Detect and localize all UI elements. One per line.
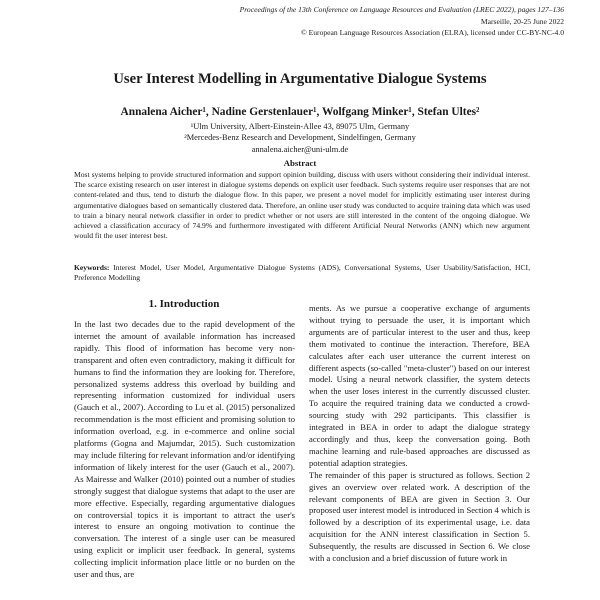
keywords-text: Interest Model, User Model, Argumentative Dialogue Systems (ADS), Conversational Systems, User Usability/Satisfaction, HCI, Preference Modelling [74,263,530,283]
abstract-heading: Abstract [283,158,317,168]
affiliation-2: ²Mercedes-Benz Research and Development, Sindelfingen, Germany [184,133,416,143]
license-line: © European Language Resources Association (ELRA), licensed under CC-BY-NC-4.0 [300,28,564,38]
keywords-label: Keywords: [74,263,110,272]
author-list: Annalena Aicher¹, Nadine Gerstenlauer¹, Wolfgang Minker¹, Stefan Ultes² [120,106,480,118]
intro-paragraph-1: In the last two decades due to the rapid development of the internet the amount of available information has increased rapidly. This flood of information has become very non-transparent and often even contradictory, making it difficult for humans to find the information they are looking for. Therefore, personalized systems address this overload by building and representing information customized for individual users (Gauch et al., 2007). According to Lu et al. (2015) personalized recommendation is the most efficient and promising solution to information overload, e.g. in e-commerce and online social platforms (Gogna and Majumdar, 2015). Such customization may include filtering for relevant information and/or identifying information of likely interest for the user (Gauch et al., 2007). As Mairesse and Walker (2010) pointed out a number of studies strongly suggest that dialogue systems that adapt to the user are more effective. Especially, regarding argumentative dialogues on controversial topics it is important to attract the user's interest to ensure an ongoing motivation to continue the conversation. The interest of a single user can be measured using explicit or implicit user feedback. In general, systems collecting implicit information place little or no burden on the user and thus, are [74,319,295,580]
section-heading-introduction: 1. Introduction [148,298,220,310]
affiliation-1: ¹Ulm University, Albert-Einstein-Allee 43, 89075 Ulm, Germany [190,122,410,131]
page-cutoff [0,586,600,600]
left-column [74,319,295,581]
venue-line: Marseille, 20-25 June 2022 [480,16,564,26]
proceedings-header [204,4,564,39]
intro-paragraph-3: The remainder of this paper is structured as follows. Section 2 gives an overview over related work. A description of the relevant components of BEA are given in Section 3. Our proposed user interest model is introduced in Section 4 which is followed by a description of its experimental usage, i.e. data acquisition for the ANN interest classification in Section 5. Subsequently, the results are discussed in Section 6. We close with a conclusion and a brief discussion of future work in [309,469,530,564]
proceedings-line: Proceedings of the 13th Conference on Language Resources and Evaluation (LREC 2022), pages 127–136 [239,5,564,14]
abstract-body: Most systems helping to provide structured information and support opinion building, discuss with users without considering their individual interest. The scarce existing research on user interest in dialogue systems depends on explicit user feedback. Such systems require user responses that are not content-related and thus, tend to disturb the dialogue flow. In this paper, we present a novel model for implicitly estimating user interest during argumentative dialogues based on semantically clustered data. Therefore, an online user study was conducted to acquire training data which was used to train a binary neural network classifier in order to predict whether or not users are still interested in the content of the ongoing dialogue. We achieved a classification accuracy of 74.9% and furthermore investigated with different Artificial Neural Networks (ANN) which new argument would fit the user interest best. [74,170,530,241]
affiliations [0,121,600,155]
right-column [309,303,530,565]
contact-email: annalena.aicher@uni-ulm.de [251,144,349,154]
intro-paragraph-2: ments. As we pursue a cooperative exchange of arguments without trying to persuade the user, it is important which arguments are of particular interest to the user and thus, keep them motivated to continue the interaction. Therefore, BEA calculates after each user utterance the current interest on different aspects (so-called "meta-cluster") based on our interest model. Using a neural network classifier, the system detects when the user loses interest in the currently discussed cluster. To acquire the required training data we conducted a crowd-sourcing study with 292 participants. This classifier is integrated in BEA in order to adapt the dialogue strategy accordingly and thus, keep the conversation going. Both machine learning and rule-based approaches are discussed as potential adaption strategies. [309,303,530,468]
keywords [74,263,530,283]
paper-title: User Interest Modelling in Argumentative Dialogue Systems [113,71,487,87]
